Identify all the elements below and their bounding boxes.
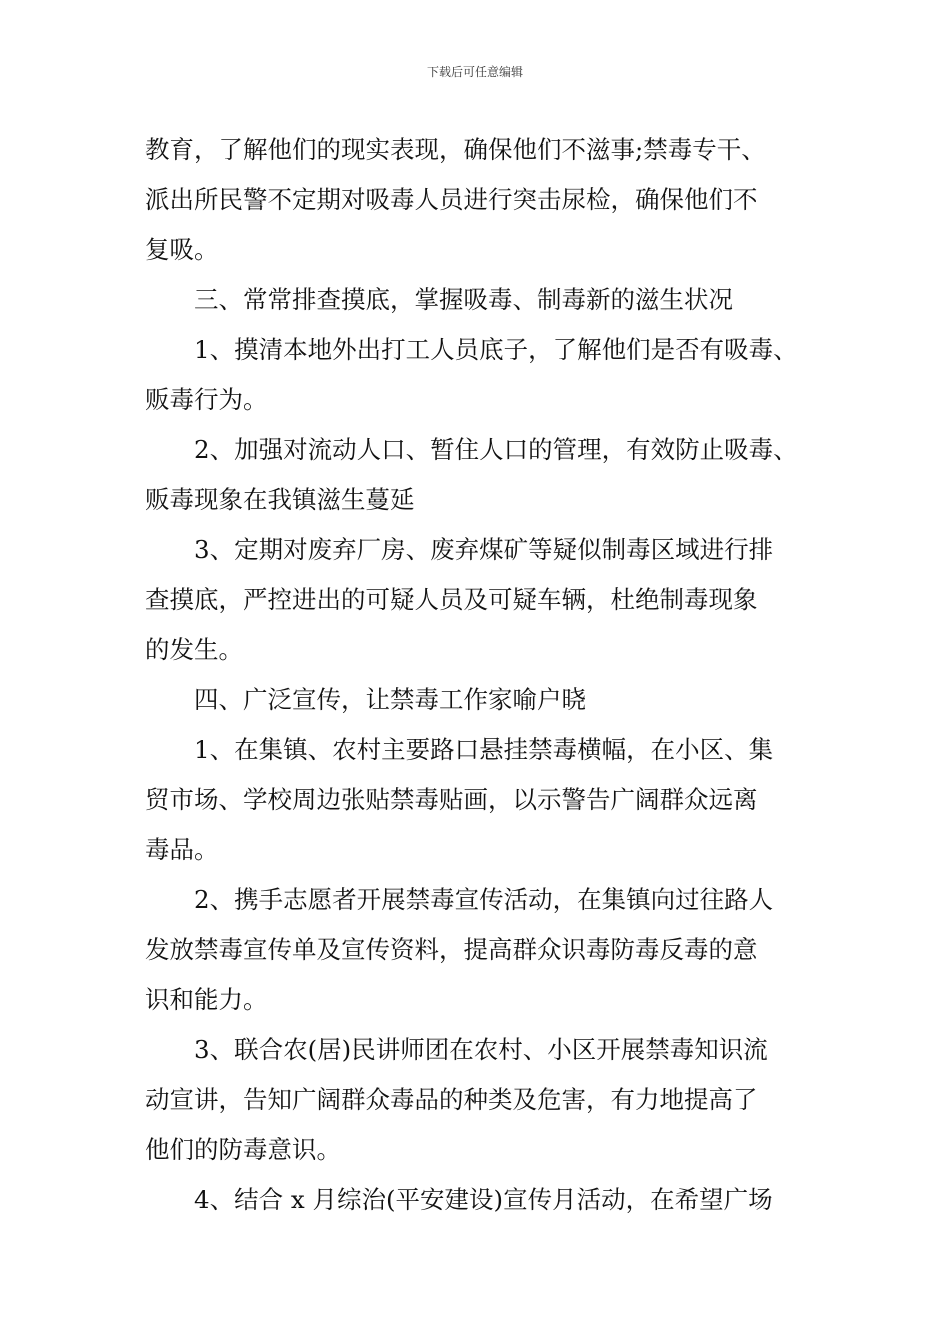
paragraph-line: 2、携手志愿者开展禁毒宣传活动，在集镇向过往路人 (194, 885, 774, 914)
paragraph-line: 动宣讲，告知广阔群众毒品的种类及危害，有力地提高了 (145, 1085, 758, 1114)
paragraph-line: 贸市场、学校周边张贴禁毒贴画，以示警告广阔群众远离 (145, 785, 758, 814)
paragraph (145, 325, 810, 425)
paragraph-line: 教育，了解他们的现实表现，确保他们不滋事;禁毒专干、 (145, 135, 766, 164)
paragraph-line: 他们的防毒意识。 (145, 1135, 341, 1164)
paragraph (145, 875, 810, 1025)
paragraph-line: 查摸底，严控进出的可疑人员及可疑车辆，杜绝制毒现象 (145, 585, 758, 614)
paragraph-line: 识和能力。 (145, 985, 268, 1014)
paragraph (145, 425, 810, 525)
paragraph-line: 毒品。 (145, 835, 219, 864)
paragraph-line: 发放禁毒宣传单及宣传资料，提高群众识毒防毒反毒的意 (145, 935, 758, 964)
paragraph (145, 725, 810, 875)
paragraph-line: 贩毒行为。 (145, 385, 268, 414)
paragraph-line: 3、定期对废弃厂房、废弃煤矿等疑似制毒区域进行排 (194, 535, 774, 564)
paragraph-line: 1、在集镇、农村主要路口悬挂禁毒横幅，在小区、集 (194, 735, 774, 764)
paragraph-line: 4、结合 x 月综治(平安建设)宣传月活动，在希望广场 (194, 1185, 773, 1214)
paragraph-line: 贩毒现象在我镇滋生蔓延 (145, 485, 415, 514)
paragraph-line: 派出所民警不定期对吸毒人员进行突击尿检，确保他们不 (145, 185, 758, 214)
page-header: 下载后可任意编辑 (426, 65, 523, 79)
paragraph-line: 2、加强对流动人口、暂住人口的管理，有效防止吸毒、 (194, 435, 798, 464)
paragraph (145, 1175, 810, 1225)
paragraph-line: 3、联合农(居)民讲师团在农村、小区开展禁毒知识流 (194, 1035, 768, 1064)
paragraph (145, 675, 810, 725)
paragraph (145, 525, 810, 675)
paragraph (145, 275, 810, 325)
paragraph-line: 1、摸清本地外出打工人员底子，了解他们是否有吸毒、 (194, 335, 798, 364)
document-body (145, 125, 810, 1225)
paragraph-line: 三、常常排查摸底，掌握吸毒、制毒新的滋生状况 (194, 285, 733, 314)
paragraph-line: 四、广泛宣传，让禁毒工作家喻户晓 (194, 685, 586, 714)
paragraph (145, 1025, 810, 1175)
paragraph (145, 125, 810, 275)
paragraph-line: 的发生。 (145, 635, 243, 664)
paragraph-line: 复吸。 (145, 235, 219, 264)
